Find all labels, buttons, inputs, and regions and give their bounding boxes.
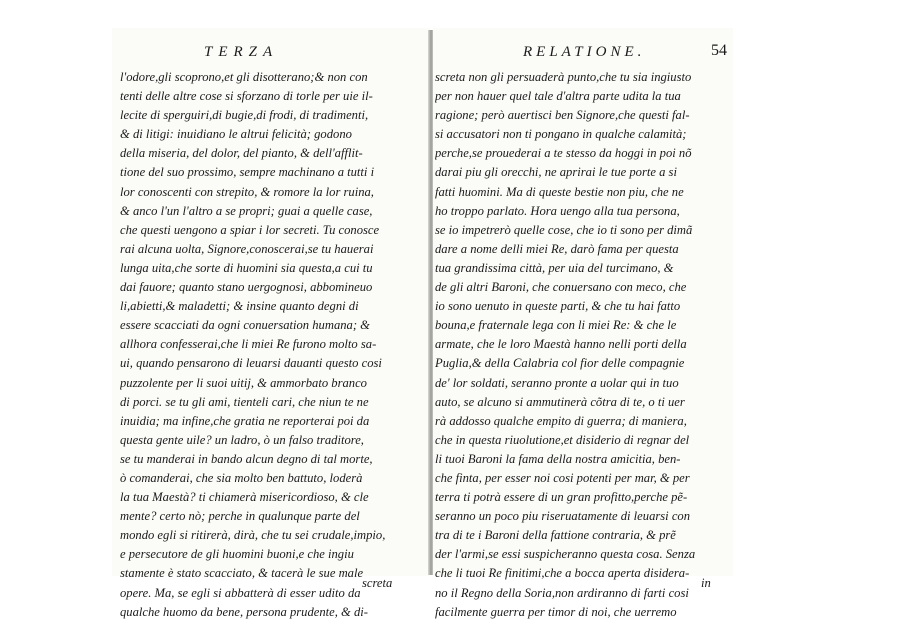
right-line: che in questa riuolutione,et disiderio di regnar del: [435, 432, 690, 447]
right-line: terra ti potrà essere di un gran profitto,perche pẽ-: [435, 490, 688, 505]
left-line: & anco l'un l'altro a se propri; guai a quelle case,: [120, 203, 373, 218]
right-line: che li tuoi Re finitimi,che a bocca aperta disidera-: [435, 566, 690, 581]
left-line: e persecutore de gli huomini buoni,e che ingiu: [120, 547, 354, 562]
right-line: der l'armi,se essi suspicheranno questa cosa. Senza: [435, 547, 696, 562]
right-line: screta non gli persuaderà punto,che tu sia ingiusto: [435, 70, 692, 84]
left-line: mondo egli si ritirerà, dirà, che tu sei crudale,impio,: [120, 528, 386, 543]
right-line: de' lor soldati, seranno pronte a uolar qui in tuo: [435, 375, 679, 390]
right-line: perche,se prouederai a te stesso da hoggi in poi nõ: [435, 146, 692, 161]
right-line: si accusatori non ti pongano in qualche calamità;: [435, 127, 687, 142]
right-catchword: in: [701, 576, 711, 590]
right-line: se io impetrerò quelle cose, che io ti sono per dimã: [435, 222, 693, 237]
right-page: [433, 28, 733, 619]
right-line: che finta, per esser noi cosi potenti per mar, & per: [435, 470, 690, 485]
right-line: per non hauer quel tale d'altra parte udita la tua: [435, 89, 681, 104]
left-running-head: TERZA: [204, 44, 279, 60]
right-line: tra di te i Baroni della fattione contraria, & prẽ: [435, 528, 676, 543]
left-line: questa gente uile? un ladro, ò un falso traditore,: [120, 432, 364, 447]
left-page: [112, 28, 430, 619]
left-line: li,abietti,& maladetti; & insine quanto degni di: [120, 299, 359, 314]
left-line: tenti delle altre cose si sforzano di torle per uie il-: [120, 89, 373, 104]
left-line: la tua Maestà? ti chiamerà misericordioso, & cle: [120, 490, 369, 505]
left-line: l'odore,gli scoprono,et gli disotterano;& non con: [120, 70, 368, 84]
left-line: essere scacciati da ogni conuersation humana; &: [120, 318, 370, 333]
right-line: no il Regno della Soria,non ardiranno di farti cosi: [435, 585, 689, 600]
right-line: fatti huomini. Ma di queste bestie non piu, che ne: [435, 184, 684, 199]
right-line: darai piu gli orecchi, ne aprirai le tue porte a si: [435, 165, 677, 180]
left-line: mente? certo nò; perche in qualunque parte del: [120, 509, 360, 524]
left-line: lunga uita,che sorte di huomini sia questa,a cui tu: [120, 260, 373, 275]
left-catchword: screta: [362, 576, 393, 590]
page-number: 54: [711, 42, 727, 59]
right-line: rà addosso qualche empito di guerra; di maniera,: [435, 413, 687, 428]
right-page-text: [435, 68, 731, 622]
left-line: opere. Ma, se egli si abbatterà di esser udito da: [120, 585, 361, 600]
left-line: ui, quando pensarono di leuarsi dauanti questo cosi: [120, 356, 382, 371]
left-line: che questi uengono a spiar i lor secreti. Tu conosce: [120, 222, 380, 237]
left-line: inuidia; ma infine,che gratia ne reporterai poi da: [120, 413, 370, 428]
left-line: allhora confesserai,che li miei Re furono molto sa-: [120, 337, 377, 352]
left-line: rai alcuna uolta, Signore,conoscerai,se tu hauerai: [120, 241, 374, 256]
left-line: di porci. se tu gli ami, tienteli cari, che niun te ne: [120, 394, 369, 409]
right-line: ho troppo parlato. Hora uengo alla tua persona,: [435, 203, 680, 218]
left-line: ò comanderai, che sia molto ben battuto, loderà: [120, 470, 363, 485]
right-line: seranno un poco piu riseruatamente di leuarsi con: [435, 509, 690, 524]
left-line: dai fauore; quanto stano uergognosi, abbomineuo: [120, 280, 373, 295]
left-line: qualche huomo da bene, persona prudente, & di-: [120, 604, 368, 619]
right-line: io sono uenuto in queste parti, & che tu hai fatto: [435, 299, 681, 314]
left-line: tione del suo prossimo, sempre machinano a tutti i: [120, 165, 375, 180]
right-line: armate, che le loro Maestà hanno nelli porti della: [435, 337, 687, 352]
right-line: auto, se alcuno si ammutinerà cõtra di te, o ti uer: [435, 394, 685, 409]
right-line: dare a nome delli miei Re, darò fama per questa: [435, 241, 679, 256]
right-running-head: RELATIONE.: [523, 44, 646, 60]
left-line: della miseria, del dolor, del pianto, & dell'afflit-: [120, 146, 363, 161]
right-line: bouna,e fraternale lega con li miei Re: & che le: [435, 318, 677, 333]
right-line: li tuoi Baroni la fama della nostra amicitia, ben-: [435, 451, 681, 466]
right-line: ragione; però auertisci ben Signore,che questi fal-: [435, 108, 690, 123]
left-line: stamente è stato scacciato, & tacerà le sue male: [120, 566, 364, 581]
left-page-text: [120, 68, 420, 622]
left-line: puzzolente per li suoi uitij, & ammorbato branco: [120, 375, 367, 390]
right-line: de gli altri Baroni, che conuersano con meco, che: [435, 280, 687, 295]
left-line: lor conoscenti con strepito, & romore la lor ruina,: [120, 184, 374, 199]
right-line: tua grandissima città, per uia del turcimano, &: [435, 260, 674, 275]
right-line: Puglia,& della Calabria col fior delle compagnie: [435, 356, 685, 371]
left-line: & di litigi: inuidiano le altrui felicità; godono: [120, 127, 352, 142]
left-line: se tu manderai in bando alcun degno di tal morte,: [120, 451, 373, 466]
left-line: lecite di sperguiri,di bugie,di frodi, di tradimenti,: [120, 108, 369, 123]
right-line: facilmente guerra per timor di noi, che uerremo: [435, 604, 677, 619]
